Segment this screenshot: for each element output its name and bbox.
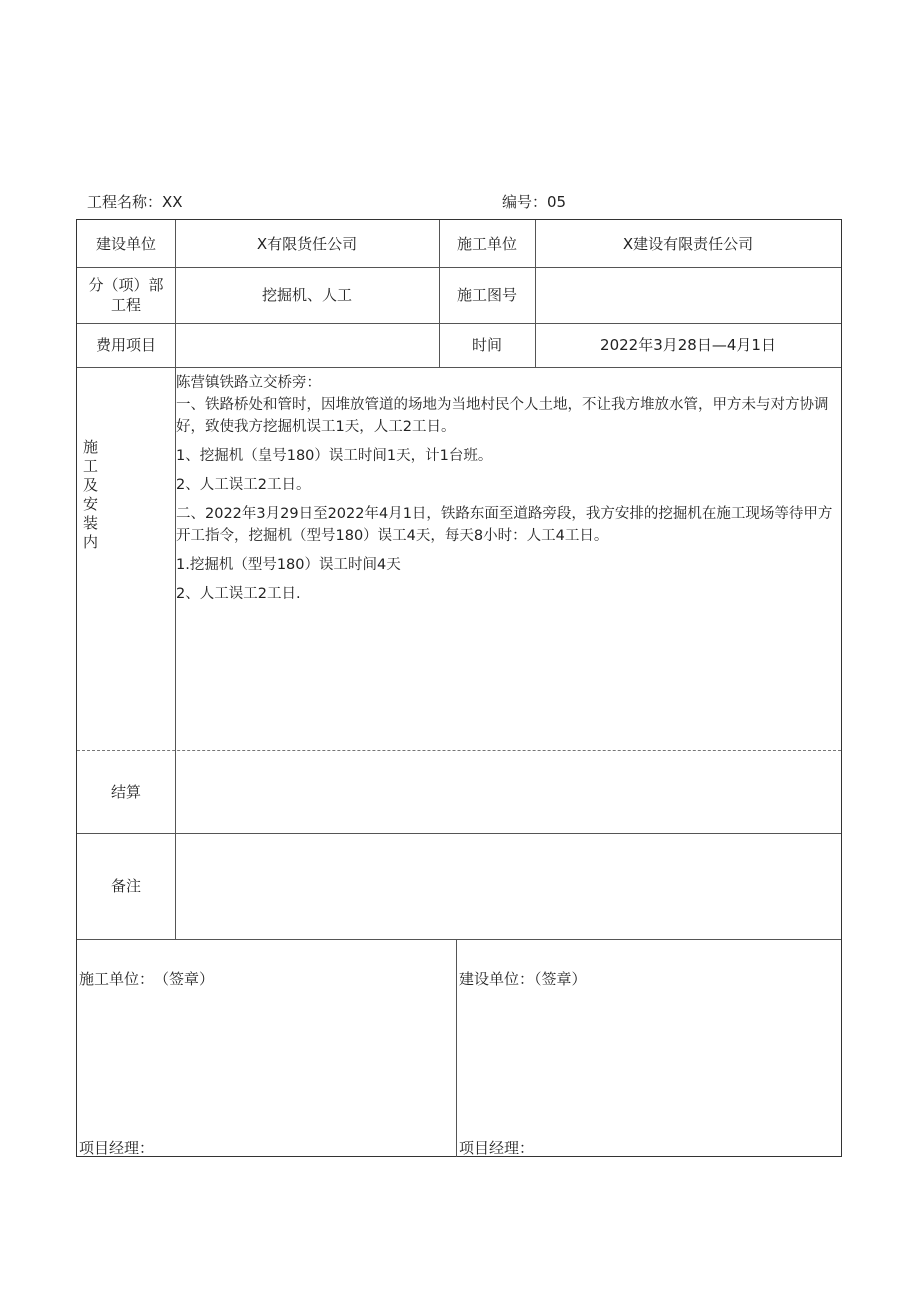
sub-project-label [77,267,175,323]
work-order-form [76,219,842,1157]
column-divider [456,939,457,1157]
client-signature: 建设单位：（签章） [459,970,587,988]
builder-unit-value: X建设有限责任公司 [622,234,754,253]
row-divider [77,939,841,940]
content-line: 一、铁路桥处和管时，因堆放管道的场地为当地村民个人土地，不让我方堆放水管，甲方未与对方协调好，致使我方挖掘机误工1天，人工2工日。 [176,397,829,435]
project-name: 工程名称：XX [87,193,183,211]
content-section-label: 施工及安装内 [83,438,99,551]
construction-unit-label: 建设单位 [95,234,156,253]
construction-content [176,372,836,612]
settlement-label: 结算 [110,782,141,801]
drawing-number-value [535,267,841,323]
time-value: 2022年3月28日—4月1日 [600,336,776,354]
remarks-value [175,833,841,939]
content-line: 2、人工误工2工日。 [176,477,311,493]
cost-item-value [175,323,439,367]
content-line: 2、人工误工2工日. [176,586,301,602]
cost-item-label: 费用项目 [95,336,156,354]
builder-signature: 施工单位： （签章） [79,970,215,988]
sub-project-value: 挖掘机、人工 [261,286,352,304]
content-line: 陈营镇铁路立交桥旁： [176,375,321,391]
time-label: 时间 [471,336,502,354]
content-line: 1.挖掘机（型号180）误工时间4天 [176,557,401,573]
settlement-value [175,750,841,833]
content-line: 二、2022年3月29日至2022年4月1日，铁路东面至道路旁段，我方安排的挖掘机在施工现场等待甲方开工指令，挖掘机（型号180）误工4天，每天8小时：人工4工日。 [176,506,833,544]
document-number: 编号：05 [502,193,567,211]
builder-unit-label: 施工单位 [456,234,517,253]
client-project-manager: 项目经理： [459,1139,535,1157]
builder-project-manager: 项目经理： [79,1139,155,1157]
row-divider [77,367,841,368]
drawing-number-label: 施工图号 [456,286,517,304]
construction-unit-value: X有限货任公司 [256,234,358,253]
sub-project-label-line2: 工程 [110,296,141,314]
content-line: 1、挖掘机（皇号180）误工时间1天，计1台班。 [176,448,493,464]
sub-project-label-line1: 分（项）部 [88,276,164,294]
remarks-label: 备注 [110,877,141,895]
